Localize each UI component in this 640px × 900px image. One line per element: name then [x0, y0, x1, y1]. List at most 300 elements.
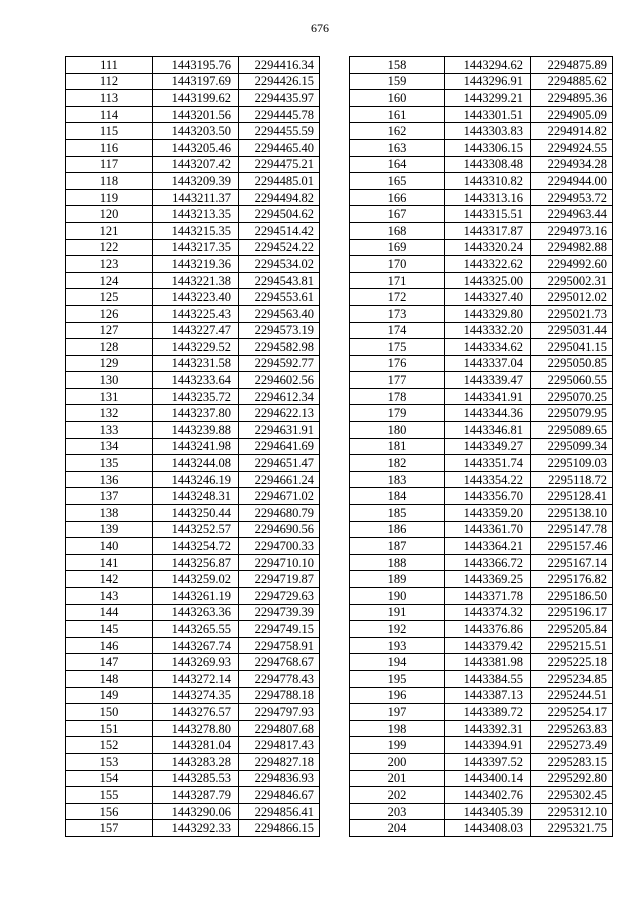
point-number-cell: 157 — [66, 820, 153, 837]
x-coordinate-cell: 1443250.44 — [153, 505, 239, 522]
point-number-cell: 173 — [350, 305, 445, 322]
table-row — [66, 256, 320, 273]
y-coordinate-cell: 2295254.17 — [531, 704, 613, 721]
table-row — [66, 455, 320, 472]
y-coordinate-cell: 2295089.65 — [531, 422, 613, 439]
x-coordinate-cell: 1443341.91 — [445, 388, 531, 405]
table-row — [350, 637, 613, 654]
x-coordinate-cell: 1443327.40 — [445, 289, 531, 306]
y-coordinate-cell: 2294435.97 — [239, 90, 320, 107]
x-coordinate-cell: 1443379.42 — [445, 637, 531, 654]
y-coordinate-cell: 2294719.87 — [239, 571, 320, 588]
y-coordinate-cell: 2295157.46 — [531, 538, 613, 555]
y-coordinate-cell: 2294758.91 — [239, 637, 320, 654]
y-coordinate-cell: 2295302.45 — [531, 787, 613, 804]
point-number-cell: 189 — [350, 571, 445, 588]
point-number-cell: 181 — [350, 438, 445, 455]
x-coordinate-cell: 1443394.91 — [445, 737, 531, 754]
x-coordinate-cell: 1443215.35 — [153, 222, 239, 239]
x-coordinate-cell: 1443205.46 — [153, 139, 239, 156]
y-coordinate-cell: 2295225.18 — [531, 654, 613, 671]
y-coordinate-cell: 2294953.72 — [531, 189, 613, 206]
table-row — [350, 73, 613, 90]
point-number-cell: 153 — [66, 753, 153, 770]
y-coordinate-cell: 2295234.85 — [531, 670, 613, 687]
x-coordinate-cell: 1443221.38 — [153, 272, 239, 289]
point-number-cell: 113 — [66, 90, 153, 107]
point-number-cell: 158 — [350, 57, 445, 74]
x-coordinate-cell: 1443267.74 — [153, 637, 239, 654]
y-coordinate-cell: 2295244.51 — [531, 687, 613, 704]
table-row — [350, 455, 613, 472]
point-number-cell: 116 — [66, 139, 153, 156]
point-number-cell: 190 — [350, 588, 445, 605]
table-row — [350, 206, 613, 223]
x-coordinate-cell: 1443261.19 — [153, 588, 239, 605]
x-coordinate-cell: 1443237.80 — [153, 405, 239, 422]
y-coordinate-cell: 2294944.00 — [531, 173, 613, 190]
x-coordinate-cell: 1443231.58 — [153, 355, 239, 372]
y-coordinate-cell: 2294895.36 — [531, 90, 613, 107]
table-row — [66, 156, 320, 173]
x-coordinate-cell: 1443292.33 — [153, 820, 239, 837]
y-coordinate-cell: 2294485.01 — [239, 173, 320, 190]
table-row — [350, 571, 613, 588]
table-row — [66, 123, 320, 140]
point-number-cell: 165 — [350, 173, 445, 190]
point-number-cell: 203 — [350, 803, 445, 820]
x-coordinate-cell: 1443256.87 — [153, 554, 239, 571]
y-coordinate-cell: 2295079.95 — [531, 405, 613, 422]
point-number-cell: 193 — [350, 637, 445, 654]
point-number-cell: 178 — [350, 388, 445, 405]
point-number-cell: 114 — [66, 106, 153, 123]
point-number-cell: 123 — [66, 256, 153, 273]
point-number-cell: 196 — [350, 687, 445, 704]
table-row — [350, 388, 613, 405]
point-number-cell: 197 — [350, 704, 445, 721]
table-row — [350, 770, 613, 787]
y-coordinate-cell: 2294710.10 — [239, 554, 320, 571]
y-coordinate-cell: 2294563.40 — [239, 305, 320, 322]
x-coordinate-cell: 1443246.19 — [153, 471, 239, 488]
table-row — [66, 289, 320, 306]
y-coordinate-cell: 2294504.62 — [239, 206, 320, 223]
x-coordinate-cell: 1443405.39 — [445, 803, 531, 820]
point-number-cell: 174 — [350, 322, 445, 339]
y-coordinate-cell: 2294465.40 — [239, 139, 320, 156]
y-coordinate-cell: 2295031.44 — [531, 322, 613, 339]
table-row — [350, 339, 613, 356]
y-coordinate-cell: 2295292.80 — [531, 770, 613, 787]
point-number-cell: 204 — [350, 820, 445, 837]
y-coordinate-cell: 2295205.84 — [531, 621, 613, 638]
y-coordinate-cell: 2295273.49 — [531, 737, 613, 754]
y-coordinate-cell: 2294729.63 — [239, 588, 320, 605]
table-row — [66, 687, 320, 704]
table-row — [350, 355, 613, 372]
table-row — [66, 355, 320, 372]
point-number-cell: 167 — [350, 206, 445, 223]
x-coordinate-cell: 1443354.22 — [445, 471, 531, 488]
y-coordinate-cell: 2295060.55 — [531, 372, 613, 389]
point-number-cell: 179 — [350, 405, 445, 422]
x-coordinate-cell: 1443322.62 — [445, 256, 531, 273]
y-coordinate-cell: 2295002.31 — [531, 272, 613, 289]
point-number-cell: 138 — [66, 505, 153, 522]
y-coordinate-cell: 2294651.47 — [239, 455, 320, 472]
y-coordinate-cell: 2295138.10 — [531, 505, 613, 522]
table-row — [350, 803, 613, 820]
point-number-cell: 119 — [66, 189, 153, 206]
table-row — [350, 670, 613, 687]
point-number-cell: 185 — [350, 505, 445, 522]
x-coordinate-cell: 1443233.64 — [153, 372, 239, 389]
x-coordinate-cell: 1443371.78 — [445, 588, 531, 605]
y-coordinate-cell: 2295128.41 — [531, 488, 613, 505]
x-coordinate-cell: 1443199.62 — [153, 90, 239, 107]
point-number-cell: 201 — [350, 770, 445, 787]
x-coordinate-cell: 1443359.20 — [445, 505, 531, 522]
x-coordinate-cell: 1443308.48 — [445, 156, 531, 173]
point-number-cell: 122 — [66, 239, 153, 256]
x-coordinate-cell: 1443306.15 — [445, 139, 531, 156]
x-coordinate-cell: 1443356.70 — [445, 488, 531, 505]
point-number-cell: 150 — [66, 704, 153, 721]
x-coordinate-cell: 1443229.52 — [153, 339, 239, 356]
y-coordinate-cell: 2294846.67 — [239, 787, 320, 804]
x-coordinate-cell: 1443402.76 — [445, 787, 531, 804]
table-row — [66, 820, 320, 837]
table-row — [350, 123, 613, 140]
point-number-cell: 184 — [350, 488, 445, 505]
y-coordinate-cell: 2294573.19 — [239, 322, 320, 339]
table-row — [66, 90, 320, 107]
x-coordinate-cell: 1443265.55 — [153, 621, 239, 638]
point-number-cell: 156 — [66, 803, 153, 820]
y-coordinate-cell: 2295167.14 — [531, 554, 613, 571]
y-coordinate-cell: 2294494.82 — [239, 189, 320, 206]
point-number-cell: 199 — [350, 737, 445, 754]
point-number-cell: 135 — [66, 455, 153, 472]
y-coordinate-cell: 2294963.44 — [531, 206, 613, 223]
table-row — [66, 770, 320, 787]
y-coordinate-cell: 2294817.43 — [239, 737, 320, 754]
y-coordinate-cell: 2294934.28 — [531, 156, 613, 173]
y-coordinate-cell: 2294768.67 — [239, 654, 320, 671]
table-row — [66, 753, 320, 770]
x-coordinate-cell: 1443281.04 — [153, 737, 239, 754]
table-row — [350, 471, 613, 488]
point-number-cell: 164 — [350, 156, 445, 173]
x-coordinate-cell: 1443209.39 — [153, 173, 239, 190]
x-coordinate-cell: 1443337.04 — [445, 355, 531, 372]
y-coordinate-cell: 2294690.56 — [239, 521, 320, 538]
x-coordinate-cell: 1443349.27 — [445, 438, 531, 455]
x-coordinate-cell: 1443285.53 — [153, 770, 239, 787]
y-coordinate-cell: 2295196.17 — [531, 604, 613, 621]
x-coordinate-cell: 1443287.79 — [153, 787, 239, 804]
x-coordinate-cell: 1443320.24 — [445, 239, 531, 256]
point-number-cell: 127 — [66, 322, 153, 339]
point-number-cell: 163 — [350, 139, 445, 156]
table-row — [350, 139, 613, 156]
table-row — [350, 488, 613, 505]
table-row — [350, 704, 613, 721]
point-number-cell: 194 — [350, 654, 445, 671]
x-coordinate-cell: 1443296.91 — [445, 73, 531, 90]
table-row — [66, 322, 320, 339]
table-row — [350, 820, 613, 837]
table-row — [350, 621, 613, 638]
point-number-cell: 125 — [66, 289, 153, 306]
x-coordinate-cell: 1443317.87 — [445, 222, 531, 239]
table-row — [66, 621, 320, 638]
point-number-cell: 120 — [66, 206, 153, 223]
table-row — [66, 405, 320, 422]
x-coordinate-cell: 1443239.88 — [153, 422, 239, 439]
x-coordinate-cell: 1443203.50 — [153, 123, 239, 140]
x-coordinate-cell: 1443374.32 — [445, 604, 531, 621]
point-number-cell: 132 — [66, 405, 153, 422]
y-coordinate-cell: 2294700.33 — [239, 538, 320, 555]
table-row — [66, 720, 320, 737]
point-number-cell: 147 — [66, 654, 153, 671]
coordinate-table-left — [65, 56, 320, 837]
point-number-cell: 111 — [66, 57, 153, 74]
table-row — [66, 372, 320, 389]
x-coordinate-cell: 1443244.08 — [153, 455, 239, 472]
table-row — [350, 289, 613, 306]
table-row — [66, 488, 320, 505]
table-row — [350, 422, 613, 439]
table-row — [66, 438, 320, 455]
table-row — [66, 538, 320, 555]
table-row — [350, 737, 613, 754]
x-coordinate-cell: 1443278.80 — [153, 720, 239, 737]
y-coordinate-cell: 2294534.02 — [239, 256, 320, 273]
point-number-cell: 169 — [350, 239, 445, 256]
x-coordinate-cell: 1443248.31 — [153, 488, 239, 505]
x-coordinate-cell: 1443301.51 — [445, 106, 531, 123]
table-row — [350, 438, 613, 455]
table-row — [350, 256, 613, 273]
x-coordinate-cell: 1443219.36 — [153, 256, 239, 273]
point-number-cell: 187 — [350, 538, 445, 555]
table-row — [66, 388, 320, 405]
y-coordinate-cell: 2294641.69 — [239, 438, 320, 455]
y-coordinate-cell: 2295012.02 — [531, 289, 613, 306]
y-coordinate-cell: 2294671.02 — [239, 488, 320, 505]
point-number-cell: 198 — [350, 720, 445, 737]
point-number-cell: 192 — [350, 621, 445, 638]
point-number-cell: 159 — [350, 73, 445, 90]
table-row — [350, 521, 613, 538]
table-row — [66, 173, 320, 190]
y-coordinate-cell: 2295283.15 — [531, 753, 613, 770]
y-coordinate-cell: 2295263.83 — [531, 720, 613, 737]
table-row — [66, 803, 320, 820]
x-coordinate-cell: 1443315.51 — [445, 206, 531, 223]
table-row — [350, 654, 613, 671]
table-row — [66, 637, 320, 654]
point-number-cell: 188 — [350, 554, 445, 571]
point-number-cell: 141 — [66, 554, 153, 571]
y-coordinate-cell: 2294524.22 — [239, 239, 320, 256]
table-row — [350, 322, 613, 339]
y-coordinate-cell: 2294856.41 — [239, 803, 320, 820]
y-coordinate-cell: 2294592.77 — [239, 355, 320, 372]
point-number-cell: 130 — [66, 372, 153, 389]
x-coordinate-cell: 1443283.28 — [153, 753, 239, 770]
x-coordinate-cell: 1443392.31 — [445, 720, 531, 737]
point-number-cell: 134 — [66, 438, 153, 455]
y-coordinate-cell: 2294739.39 — [239, 604, 320, 621]
table-row — [350, 272, 613, 289]
table-row — [66, 422, 320, 439]
y-coordinate-cell: 2294797.93 — [239, 704, 320, 721]
y-coordinate-cell: 2295050.85 — [531, 355, 613, 372]
x-coordinate-cell: 1443329.80 — [445, 305, 531, 322]
table-row — [66, 73, 320, 90]
y-coordinate-cell: 2294582.98 — [239, 339, 320, 356]
point-number-cell: 121 — [66, 222, 153, 239]
point-number-cell: 168 — [350, 222, 445, 239]
table-row — [66, 106, 320, 123]
table-row — [350, 156, 613, 173]
y-coordinate-cell: 2295109.03 — [531, 455, 613, 472]
point-number-cell: 162 — [350, 123, 445, 140]
x-coordinate-cell: 1443346.81 — [445, 422, 531, 439]
point-number-cell: 180 — [350, 422, 445, 439]
point-number-cell: 117 — [66, 156, 153, 173]
x-coordinate-cell: 1443225.43 — [153, 305, 239, 322]
x-coordinate-cell: 1443408.03 — [445, 820, 531, 837]
table-row — [66, 305, 320, 322]
point-number-cell: 140 — [66, 538, 153, 555]
y-coordinate-cell: 2294602.56 — [239, 372, 320, 389]
point-number-cell: 142 — [66, 571, 153, 588]
x-coordinate-cell: 1443197.69 — [153, 73, 239, 90]
point-number-cell: 128 — [66, 339, 153, 356]
point-number-cell: 160 — [350, 90, 445, 107]
table-row — [350, 505, 613, 522]
y-coordinate-cell: 2294982.88 — [531, 239, 613, 256]
table-row — [66, 222, 320, 239]
table-row — [350, 372, 613, 389]
table-row — [350, 720, 613, 737]
point-number-cell: 152 — [66, 737, 153, 754]
point-number-cell: 144 — [66, 604, 153, 621]
x-coordinate-cell: 1443211.37 — [153, 189, 239, 206]
y-coordinate-cell: 2295186.50 — [531, 588, 613, 605]
x-coordinate-cell: 1443252.57 — [153, 521, 239, 538]
point-number-cell: 170 — [350, 256, 445, 273]
y-coordinate-cell: 2295099.34 — [531, 438, 613, 455]
point-number-cell: 191 — [350, 604, 445, 621]
point-number-cell: 186 — [350, 521, 445, 538]
x-coordinate-cell: 1443339.47 — [445, 372, 531, 389]
y-coordinate-cell: 2294475.21 — [239, 156, 320, 173]
y-coordinate-cell: 2294885.62 — [531, 73, 613, 90]
y-coordinate-cell: 2294426.15 — [239, 73, 320, 90]
x-coordinate-cell: 1443223.40 — [153, 289, 239, 306]
point-number-cell: 172 — [350, 289, 445, 306]
y-coordinate-cell: 2294788.18 — [239, 687, 320, 704]
x-coordinate-cell: 1443344.36 — [445, 405, 531, 422]
table-row — [66, 604, 320, 621]
point-number-cell: 182 — [350, 455, 445, 472]
x-coordinate-cell: 1443201.56 — [153, 106, 239, 123]
point-number-cell: 148 — [66, 670, 153, 687]
x-coordinate-cell: 1443274.35 — [153, 687, 239, 704]
point-number-cell: 202 — [350, 787, 445, 804]
y-coordinate-cell: 2295176.82 — [531, 571, 613, 588]
x-coordinate-cell: 1443207.42 — [153, 156, 239, 173]
table-row — [66, 57, 320, 74]
x-coordinate-cell: 1443217.35 — [153, 239, 239, 256]
point-number-cell: 177 — [350, 372, 445, 389]
x-coordinate-cell: 1443195.76 — [153, 57, 239, 74]
table-row — [350, 753, 613, 770]
x-coordinate-cell: 1443235.72 — [153, 388, 239, 405]
table-row — [66, 670, 320, 687]
point-number-cell: 154 — [66, 770, 153, 787]
table-row — [350, 588, 613, 605]
y-coordinate-cell: 2294749.15 — [239, 621, 320, 638]
table-row — [350, 554, 613, 571]
x-coordinate-cell: 1443384.55 — [445, 670, 531, 687]
x-coordinate-cell: 1443263.36 — [153, 604, 239, 621]
x-coordinate-cell: 1443269.93 — [153, 654, 239, 671]
y-coordinate-cell: 2294866.15 — [239, 820, 320, 837]
y-coordinate-cell: 2294973.16 — [531, 222, 613, 239]
x-coordinate-cell: 1443334.62 — [445, 339, 531, 356]
x-coordinate-cell: 1443364.21 — [445, 538, 531, 555]
y-coordinate-cell: 2295321.75 — [531, 820, 613, 837]
x-coordinate-cell: 1443389.72 — [445, 704, 531, 721]
y-coordinate-cell: 2294924.55 — [531, 139, 613, 156]
x-coordinate-cell: 1443400.14 — [445, 770, 531, 787]
point-number-cell: 183 — [350, 471, 445, 488]
table-row — [66, 521, 320, 538]
point-number-cell: 131 — [66, 388, 153, 405]
y-coordinate-cell: 2295215.51 — [531, 637, 613, 654]
x-coordinate-cell: 1443227.47 — [153, 322, 239, 339]
y-coordinate-cell: 2294680.79 — [239, 505, 320, 522]
table-row — [66, 505, 320, 522]
table-row — [66, 571, 320, 588]
table-row — [66, 737, 320, 754]
table-row — [350, 305, 613, 322]
y-coordinate-cell: 2294875.89 — [531, 57, 613, 74]
y-coordinate-cell: 2294416.34 — [239, 57, 320, 74]
y-coordinate-cell: 2295147.78 — [531, 521, 613, 538]
x-coordinate-cell: 1443241.98 — [153, 438, 239, 455]
table-row — [66, 471, 320, 488]
y-coordinate-cell: 2294827.18 — [239, 753, 320, 770]
table-row — [66, 272, 320, 289]
table-row — [350, 106, 613, 123]
table-row — [66, 588, 320, 605]
table-row — [350, 90, 613, 107]
coordinate-table-right — [349, 56, 613, 837]
x-coordinate-cell: 1443276.57 — [153, 704, 239, 721]
x-coordinate-cell: 1443254.72 — [153, 538, 239, 555]
point-number-cell: 145 — [66, 621, 153, 638]
table-row — [66, 704, 320, 721]
point-number-cell: 115 — [66, 123, 153, 140]
